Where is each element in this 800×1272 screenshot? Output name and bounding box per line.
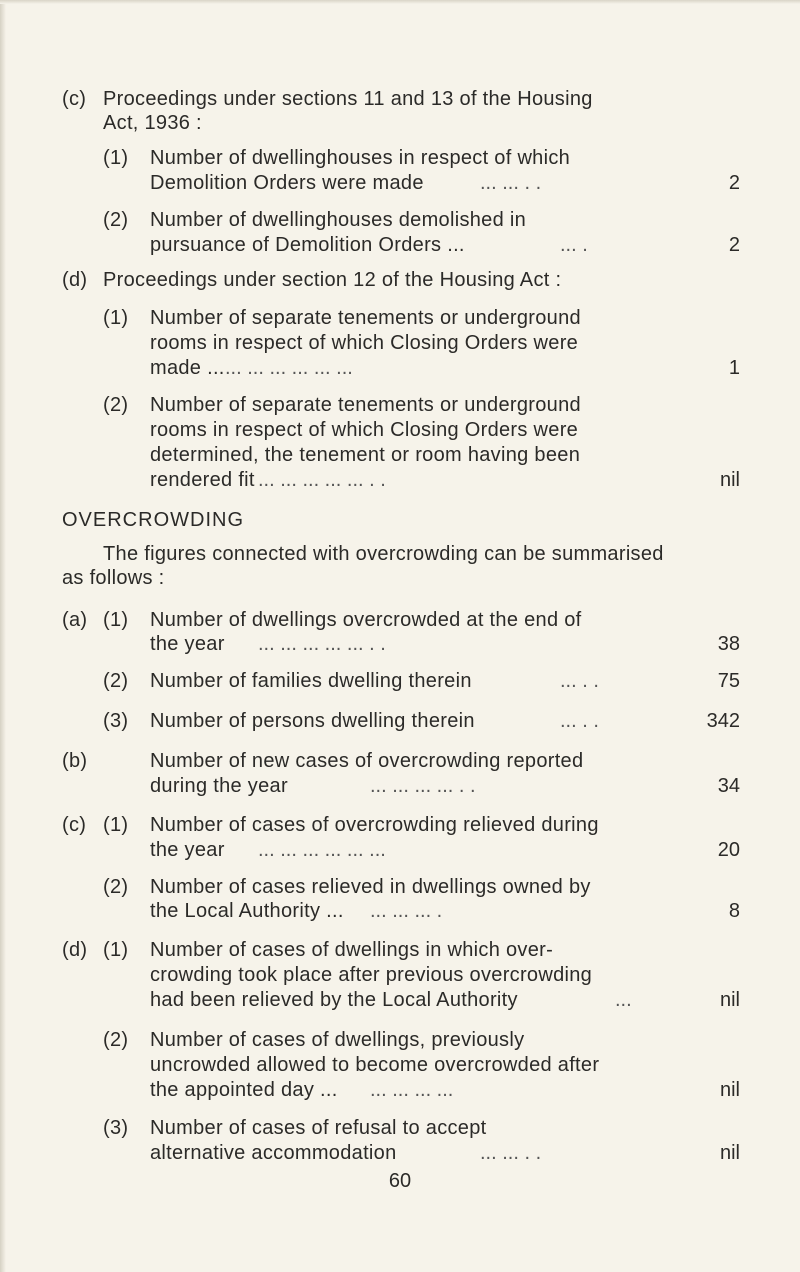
intro-text-cont: as follows : bbox=[62, 567, 165, 589]
item-text: crowding took place after previous overcrowding bbox=[150, 964, 593, 986]
item-value: 342 bbox=[706, 710, 740, 732]
item-number: (2) bbox=[103, 394, 129, 416]
item-value: 2 bbox=[728, 172, 740, 194]
item-number: (2) bbox=[103, 876, 129, 898]
section-label: (d) bbox=[62, 269, 88, 291]
leader-dots: ... . . bbox=[560, 670, 599, 692]
item-text: made ... bbox=[150, 357, 225, 379]
leader-dots: ... ... ... . bbox=[370, 900, 443, 922]
item-text: uncrowded allowed to become overcrowded after bbox=[150, 1054, 600, 1076]
section-label: (c) bbox=[62, 814, 87, 836]
item-text: Number of families dwelling therein bbox=[150, 670, 472, 692]
section-label: (b) bbox=[62, 750, 88, 772]
leader-dots: ... . bbox=[560, 234, 588, 256]
item-text: Number of persons dwelling therein bbox=[150, 710, 475, 732]
item-text: rendered fit bbox=[150, 469, 255, 491]
leader-dots: ... bbox=[615, 989, 632, 1011]
leader-dots: ... ... ... ... ... ... bbox=[258, 839, 386, 861]
leader-dots: ... ... ... ... ... ... bbox=[225, 357, 353, 379]
item-text: Number of cases of overcrowding relieved during bbox=[150, 814, 599, 836]
item-number: (2) bbox=[103, 209, 129, 231]
item-text: rooms in respect of which Closing Orders were bbox=[150, 419, 579, 441]
item-text: Number of cases of dwellings in which over- bbox=[150, 939, 554, 961]
item-text: Number of dwellinghouses demolished in bbox=[150, 209, 527, 231]
item-text: Number of separate tenements or underground bbox=[150, 394, 581, 416]
item-text: had been relieved by the Local Authority bbox=[150, 989, 518, 1011]
item-text: Number of cases of dwellings, previously bbox=[150, 1029, 525, 1051]
item-value: nil bbox=[719, 469, 740, 491]
item-value: 34 bbox=[717, 775, 740, 797]
leader-dots: ... ... . . bbox=[480, 1142, 542, 1164]
page-number: 60 bbox=[388, 1170, 412, 1192]
item-number: (3) bbox=[103, 1117, 129, 1139]
item-number: (2) bbox=[103, 670, 129, 692]
item-text: alternative accommodation bbox=[150, 1142, 397, 1164]
leader-dots: ... . . bbox=[560, 710, 599, 732]
section-label: (a) bbox=[62, 609, 88, 631]
section-title: Proceedings under section 12 of the Housing Act : bbox=[103, 269, 562, 291]
item-value: nil bbox=[719, 989, 740, 1011]
item-value: 75 bbox=[717, 670, 740, 692]
leader-dots: ... ... ... ... bbox=[370, 1079, 454, 1101]
item-value: 8 bbox=[728, 900, 740, 922]
item-number: (1) bbox=[103, 814, 129, 836]
item-text: determined, the tenement or room having been bbox=[150, 444, 581, 466]
leader-dots: ... ... . . bbox=[480, 172, 542, 194]
item-text: pursuance of Demolition Orders ... bbox=[150, 234, 465, 256]
item-number: (1) bbox=[103, 939, 129, 961]
leader-dots: ... ... ... ... ... . . bbox=[258, 633, 386, 655]
item-value: nil bbox=[719, 1079, 740, 1101]
item-text: Number of separate tenements or underground bbox=[150, 307, 581, 329]
overcrowding-heading: OVERCROWDING bbox=[62, 509, 244, 531]
item-text: the Local Authority ... bbox=[150, 900, 344, 922]
item-value: 20 bbox=[717, 839, 740, 861]
section-title: Proceedings under sections 11 and 13 of the Housing bbox=[103, 88, 593, 110]
item-number: (1) bbox=[103, 147, 129, 169]
item-text: Number of dwellinghouses in respect of which bbox=[150, 147, 571, 169]
item-number: (1) bbox=[103, 307, 129, 329]
item-number: (1) bbox=[103, 609, 129, 631]
item-number: (2) bbox=[103, 1029, 129, 1051]
item-value: 1 bbox=[728, 357, 740, 379]
item-value: 38 bbox=[717, 633, 740, 655]
item-text: rooms in respect of which Closing Orders were bbox=[150, 332, 579, 354]
item-number: (3) bbox=[103, 710, 129, 732]
leader-dots: ... ... ... ... ... . . bbox=[258, 469, 386, 491]
item-value: 2 bbox=[728, 234, 740, 256]
section-label: (d) bbox=[62, 939, 88, 961]
item-value: nil bbox=[719, 1142, 740, 1164]
item-text: the appointed day ... bbox=[150, 1079, 338, 1101]
item-text: during the year bbox=[150, 775, 288, 797]
item-text: Number of cases of refusal to accept bbox=[150, 1117, 487, 1139]
item-text: the year bbox=[150, 839, 225, 861]
item-text: Number of dwellings overcrowded at the end of bbox=[150, 609, 582, 631]
item-text: Number of cases relieved in dwellings owned by bbox=[150, 876, 591, 898]
section-title-cont: Act, 1936 : bbox=[103, 112, 202, 134]
intro-text: The figures connected with overcrowding can be summarised bbox=[103, 543, 664, 565]
leader-dots: ... ... ... ... . . bbox=[370, 775, 476, 797]
item-text: the year bbox=[150, 633, 225, 655]
section-label: (c) bbox=[62, 88, 87, 110]
item-text: Demolition Orders were made bbox=[150, 172, 424, 194]
item-text: Number of new cases of overcrowding reported bbox=[150, 750, 584, 772]
